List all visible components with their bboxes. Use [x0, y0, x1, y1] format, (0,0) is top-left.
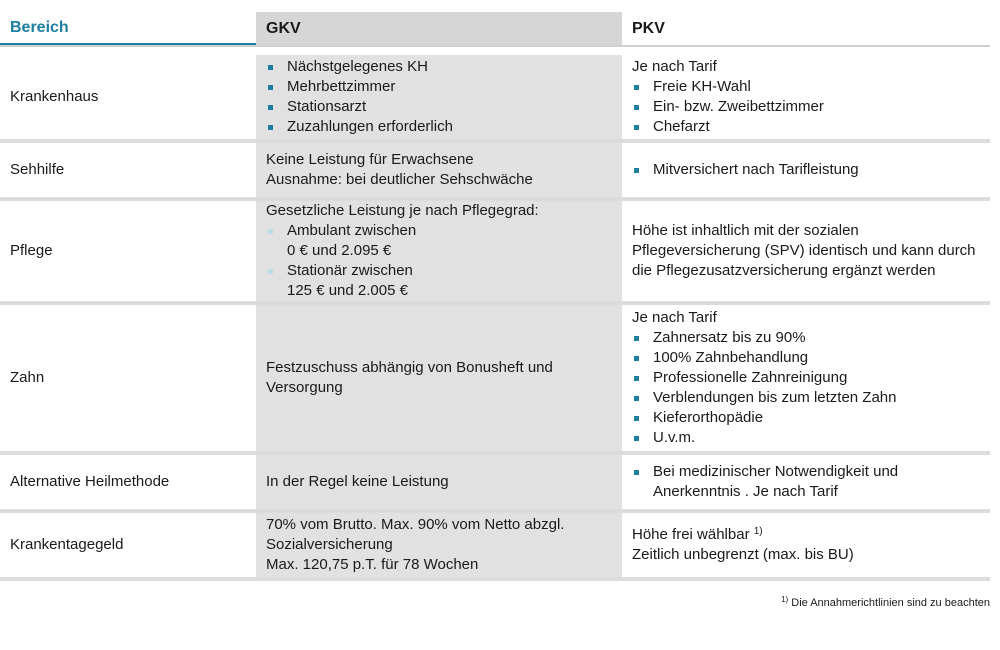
gkv-cell [256, 305, 622, 451]
header-gkv: GKV [256, 12, 622, 45]
list-item: Zuzahlungen erforderlich [266, 117, 612, 137]
pkv-cell [622, 305, 990, 451]
list-item: Stationär zwischen 125 € und 2.005 € [266, 261, 612, 301]
list-item: Chefarzt [632, 117, 980, 137]
list-item: Zahnersatz bis zu 90% [632, 328, 980, 348]
gkv-line: Keine Leistung für Erwachsene [266, 151, 474, 168]
row-pflege [0, 201, 990, 305]
gkv-line: Ausnahme: bei deutlicher Sehschwäche [266, 171, 533, 188]
gkv-line: 70% vom Brutto. Max. 90% vom Netto abzgl. [266, 516, 565, 533]
list-item: Mehrbettzimmer [266, 77, 612, 97]
comparison-table [0, 12, 990, 581]
pkv-text: Höhe ist inhaltlich mit der sozialen Pflegeversicherung (SPV) identisch und kann durch die Pflegezusatzversicherung ergänzt werden [632, 222, 976, 279]
bereich-label: Zahn [10, 369, 45, 386]
row-krankentagegeld [0, 513, 990, 581]
list-item: Professionelle Zahnreinigung [632, 368, 980, 388]
gkv-cell [256, 55, 622, 139]
list-item: Kieferorthopädie [632, 408, 980, 428]
gkv-cell [256, 201, 622, 301]
row-alternative-heilmethode [0, 455, 990, 513]
list-item: Nächstgelegenes KH [266, 57, 612, 77]
header-bereich: Bereich [0, 12, 256, 45]
pkv-cell [622, 55, 990, 139]
gkv-text: Festzuschuss abhängig von Bonusheft und Versorgung [266, 359, 553, 396]
pkv-intro: Je nach Tarif [632, 58, 717, 75]
footnote-marker: 1) [753, 526, 763, 537]
gkv-line: Max. 120,75 p.T. für 78 Wochen [266, 556, 479, 573]
table-header [0, 12, 990, 47]
header-pkv: PKV [632, 19, 665, 37]
gkv-line: Sozialversicherung [266, 536, 393, 553]
list-item: Ambulant zwischen 0 € und 2.095 € [266, 221, 612, 261]
bereich-label: Alternative Heilmethode [10, 473, 170, 490]
list-item: Freie KH-Wahl [632, 77, 980, 97]
pkv-intro: Je nach Tarif [632, 309, 717, 326]
gkv-cell [256, 455, 622, 509]
pkv-cell [622, 513, 990, 577]
gkv-cell [256, 513, 622, 577]
list-item: Bei medizinischer Notwendigkeit und Anerkenntnis . Je nach Tarif [632, 462, 980, 502]
footnote [781, 597, 990, 609]
list-item: 100% Zahnbehandlung [632, 348, 980, 368]
pkv-line: Zeitlich unbegrenzt (max. bis BU) [632, 546, 854, 563]
list-item: Mitversichert nach Tarifleistung [632, 160, 980, 180]
pkv-line: Höhe frei wählbar $^{1)}$ [632, 526, 763, 543]
list-item: Verblendungen bis zum letzten Zahn [632, 388, 980, 408]
bereich-label: Pflege [10, 242, 53, 259]
list-item: U.v.m. [632, 428, 980, 448]
bereich-label: Krankentagegeld [10, 536, 124, 553]
pkv-cell [622, 455, 990, 509]
list-item: Stationsarzt [266, 97, 612, 117]
row-sehhilfe [0, 143, 990, 201]
gkv-cell [256, 143, 622, 197]
gkv-intro: Gesetzliche Leistung je nach Pflegegrad: [266, 202, 539, 219]
list-item: Ein- bzw. Zweibettzimmer [632, 97, 980, 117]
row-zahn [0, 305, 990, 455]
row-krankenhaus [0, 55, 990, 143]
bereich-label: Sehhilfe [10, 161, 65, 178]
footnote-marker: 1) [781, 595, 789, 604]
pkv-cell [622, 201, 990, 301]
pkv-cell [622, 143, 990, 197]
bereich-label: Krankenhaus [10, 88, 99, 105]
footnote-text: Die Annahmerichtlinien sind zu beachten [791, 597, 990, 609]
gkv-text: In der Regel keine Leistung [266, 473, 449, 490]
